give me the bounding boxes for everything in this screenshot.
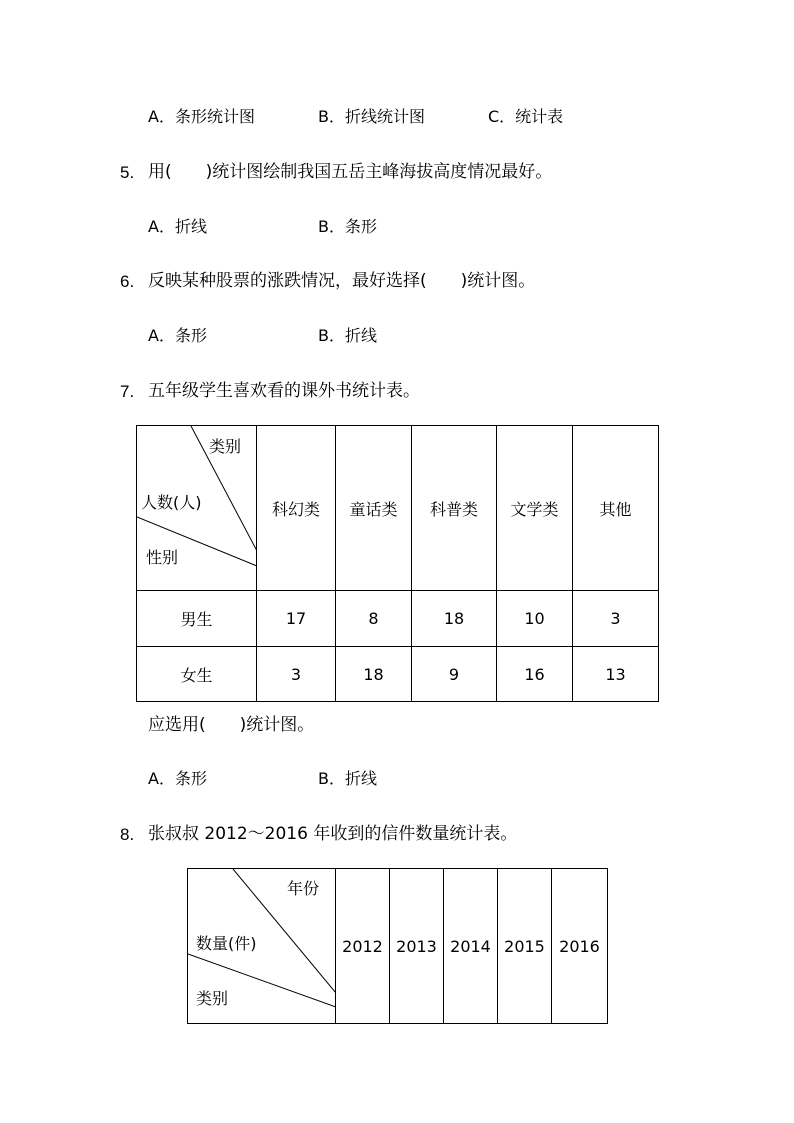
books-table: [136, 425, 659, 702]
option-b[interactable]: B．条形: [318, 217, 377, 236]
table-cell: 3: [257, 647, 336, 702]
option-b[interactable]: B．折线: [318, 769, 377, 788]
column-header: 其他: [573, 426, 659, 591]
table-cell: 17: [257, 591, 336, 647]
corner-top-label: 类别: [209, 437, 242, 456]
question-number: 7.: [120, 382, 135, 401]
column-header: 童话类: [336, 426, 412, 591]
column-header: 2013: [390, 869, 444, 1024]
table-cell: 18: [412, 591, 497, 647]
question-text: 反映某种股票的涨跌情况，最好选择( )统计图。: [148, 271, 536, 291]
question-number: 8.: [120, 825, 135, 844]
corner-header-cell: [188, 869, 336, 1024]
question-number: 5.: [120, 163, 135, 182]
option-a[interactable]: A．条形统计图: [148, 107, 255, 126]
column-header: 2016: [552, 869, 608, 1024]
column-header: 科幻类: [257, 426, 336, 591]
table-row: [137, 591, 659, 647]
corner-bottom-label: 类别: [196, 989, 229, 1008]
table-cell: 8: [336, 591, 412, 647]
table-cell: 13: [573, 647, 659, 702]
letters-table: [187, 868, 608, 1024]
option-c[interactable]: C．统计表: [488, 107, 564, 126]
question-text: 用( )统计图绘制我国五岳主峰海拔高度情况最好。: [148, 162, 553, 182]
option-b[interactable]: B．折线: [318, 326, 377, 345]
corner-bottom-label: 性别: [146, 548, 179, 567]
row-label: 男生: [137, 591, 257, 647]
table-cell: 18: [336, 647, 412, 702]
question-text: 五年级学生喜欢看的课外书统计表。: [148, 381, 420, 401]
column-header: 文学类: [497, 426, 573, 591]
column-header: 2014: [444, 869, 498, 1024]
option-a[interactable]: A．条形: [148, 769, 207, 788]
option-a[interactable]: A．条形: [148, 326, 207, 345]
corner-top-label: 年份: [287, 879, 320, 898]
corner-middle-label: 数量(件): [196, 934, 257, 953]
question-text: 张叔叔 2012～2016 年收到的信件数量统计表。: [148, 824, 518, 844]
question-number: 6.: [120, 272, 135, 291]
table-cell: 16: [497, 647, 573, 702]
table-cell: 9: [412, 647, 497, 702]
table-row: [137, 647, 659, 702]
row-label: 女生: [137, 647, 257, 702]
corner-header-cell: [137, 426, 257, 591]
option-a[interactable]: A．折线: [148, 217, 207, 236]
follow-up-text: 应选用( )统计图。: [148, 715, 315, 735]
column-header: 2015: [498, 869, 552, 1024]
column-header: 科普类: [412, 426, 497, 591]
table-cell: 10: [497, 591, 573, 647]
corner-middle-label: 人数(人): [141, 493, 202, 512]
option-b[interactable]: B．折线统计图: [318, 107, 425, 126]
column-header: 2012: [336, 869, 390, 1024]
table-cell: 3: [573, 591, 659, 647]
